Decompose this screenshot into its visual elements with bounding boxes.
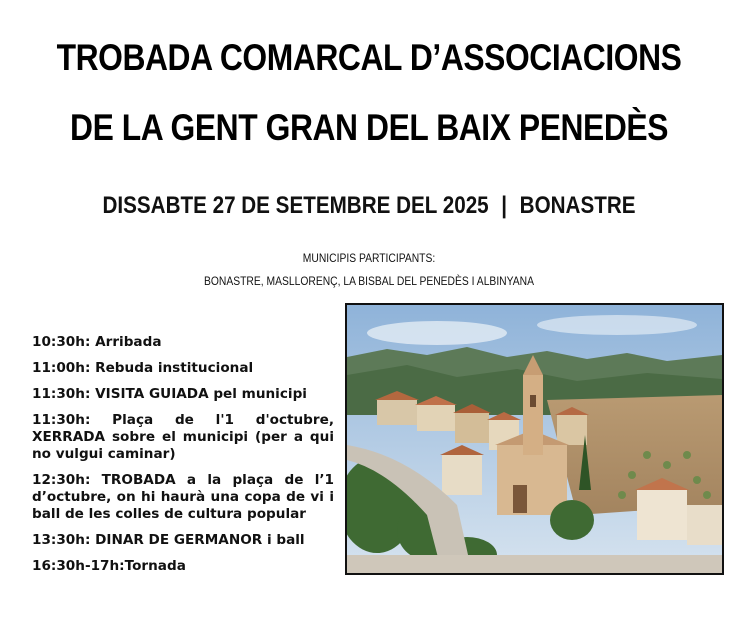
schedule-item: 11:30h: Plaça de l'1 d'octubre, XERRADA sobre el municipi (per a qui no vulgui caminar) bbox=[32, 412, 334, 462]
schedule-list bbox=[32, 334, 334, 584]
schedule-item: 10:30h: Arribada bbox=[32, 334, 162, 350]
event-title-line-2: DE LA GENT GRAN DEL BAIX PENEDÈS bbox=[70, 107, 668, 148]
event-date: DISSABTE 27 DE SETEMBRE DEL 2025 bbox=[102, 192, 489, 219]
schedule-item: 11:00h: Rebuda institucional bbox=[32, 360, 254, 376]
event-place: BONASTRE bbox=[519, 192, 636, 219]
schedule-item: 11:30h: VISITA GUIADA pel municipi bbox=[32, 386, 307, 402]
event-date-line bbox=[52, 191, 687, 221]
village-photo bbox=[345, 303, 724, 575]
municipalities-label: MUNICIPIS PARTICIPANTS: bbox=[302, 251, 436, 265]
schedule-item: 12:30h: TROBADA a la plaça de l’1 d’octubre, on hi haurà una copa de vi i ball de les colles de cultura popular bbox=[32, 472, 334, 522]
municipalities-list: BONASTRE, MASLLORENÇ, LA BISBAL DEL PENEDÈS I ALBINYANA bbox=[204, 274, 534, 288]
schedule-item: 16:30h-17h:Tornada bbox=[32, 558, 186, 574]
date-separator: | bbox=[501, 192, 508, 219]
event-title-line-1: TROBADA COMARCAL D’ASSOCIACIONS bbox=[56, 37, 682, 78]
schedule-item: 13:30h: DINAR DE GERMANOR i ball bbox=[32, 532, 305, 548]
